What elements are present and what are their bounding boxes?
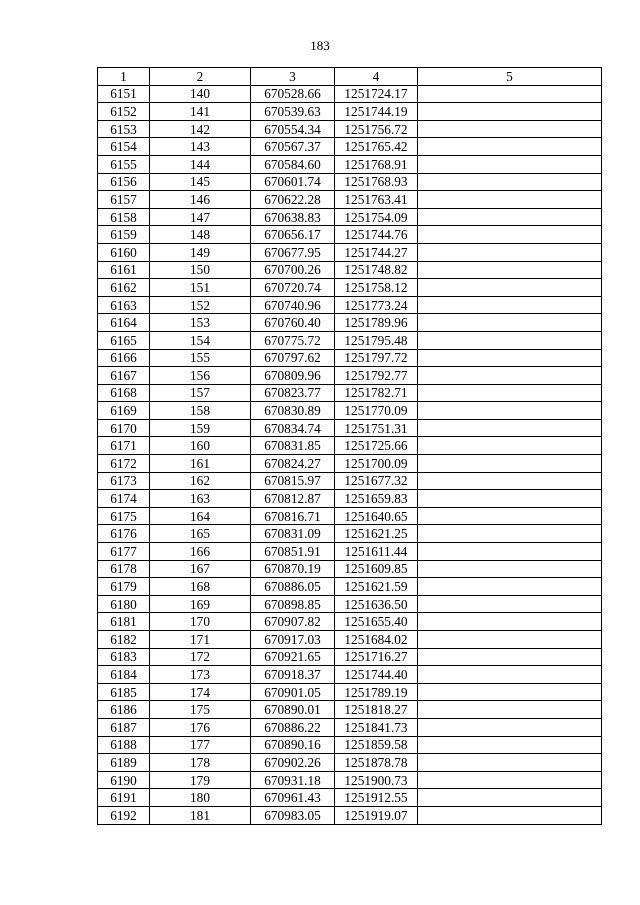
table-cell: 164 — [150, 507, 251, 525]
table-cell: 6152 — [98, 103, 150, 121]
table-cell — [418, 243, 602, 261]
table-cell: 670886.05 — [251, 578, 335, 596]
table-row — [98, 472, 602, 490]
table-cell — [418, 155, 602, 173]
table-cell — [418, 578, 602, 596]
table-row — [98, 279, 602, 297]
table-row — [98, 191, 602, 209]
table-cell — [418, 103, 602, 121]
table-cell: 1251611.44 — [335, 543, 418, 561]
table-row — [98, 490, 602, 508]
table-cell: 670528.66 — [251, 85, 335, 103]
table-cell: 168 — [150, 578, 251, 596]
table-cell: 6169 — [98, 402, 150, 420]
column-header: 1 — [98, 68, 150, 86]
table-cell: 670740.96 — [251, 296, 335, 314]
table-cell: 6183 — [98, 648, 150, 666]
table-cell: 6190 — [98, 771, 150, 789]
table-cell: 6160 — [98, 243, 150, 261]
table-cell: 670831.09 — [251, 525, 335, 543]
table-cell: 151 — [150, 279, 251, 297]
table-cell: 1251797.72 — [335, 349, 418, 367]
table-cell: 670898.85 — [251, 595, 335, 613]
table-cell: 166 — [150, 543, 251, 561]
table-cell — [418, 455, 602, 473]
table-cell: 670601.74 — [251, 173, 335, 191]
table-cell: 161 — [150, 455, 251, 473]
table-cell: 670677.95 — [251, 243, 335, 261]
table-cell — [418, 419, 602, 437]
table-cell: 6178 — [98, 560, 150, 578]
table-cell — [418, 666, 602, 684]
table-cell: 670870.19 — [251, 560, 335, 578]
table-cell: 6175 — [98, 507, 150, 525]
table-cell — [418, 507, 602, 525]
table-cell: 1251655.40 — [335, 613, 418, 631]
table-cell: 6176 — [98, 525, 150, 543]
table-cell: 147 — [150, 208, 251, 226]
table-row — [98, 103, 602, 121]
table-cell: 1251789.19 — [335, 683, 418, 701]
table-cell: 172 — [150, 648, 251, 666]
table-row — [98, 349, 602, 367]
table-cell: 670901.05 — [251, 683, 335, 701]
table-cell: 670797.62 — [251, 349, 335, 367]
table-cell: 156 — [150, 367, 251, 385]
table-row — [98, 525, 602, 543]
table-cell: 6154 — [98, 138, 150, 156]
table-cell: 670815.97 — [251, 472, 335, 490]
table-cell: 1251841.73 — [335, 718, 418, 736]
table-cell — [418, 490, 602, 508]
table-cell: 165 — [150, 525, 251, 543]
table-cell — [418, 472, 602, 490]
table-cell: 1251770.09 — [335, 402, 418, 420]
table-cell: 1251751.31 — [335, 419, 418, 437]
table-row — [98, 578, 602, 596]
table-cell: 174 — [150, 683, 251, 701]
table-cell: 670831.85 — [251, 437, 335, 455]
column-header: 4 — [335, 68, 418, 86]
table-cell: 178 — [150, 754, 251, 772]
table-cell: 167 — [150, 560, 251, 578]
table-cell: 1251659.83 — [335, 490, 418, 508]
table-row — [98, 806, 602, 824]
table-cell: 1251792.77 — [335, 367, 418, 385]
table-cell: 6162 — [98, 279, 150, 297]
table-cell: 1251818.27 — [335, 701, 418, 719]
table-cell: 670812.87 — [251, 490, 335, 508]
table-cell: 1251621.59 — [335, 578, 418, 596]
table-cell — [418, 560, 602, 578]
table-cell: 1251744.76 — [335, 226, 418, 244]
table-row — [98, 155, 602, 173]
table-row — [98, 85, 602, 103]
table-row — [98, 560, 602, 578]
table-cell: 1251900.73 — [335, 771, 418, 789]
table-cell: 1251768.91 — [335, 155, 418, 173]
table-cell — [418, 384, 602, 402]
table-row — [98, 402, 602, 420]
table-cell: 155 — [150, 349, 251, 367]
table-cell: 6163 — [98, 296, 150, 314]
table-cell: 670907.82 — [251, 613, 335, 631]
table-cell: 670816.71 — [251, 507, 335, 525]
table-row — [98, 507, 602, 525]
table-cell — [418, 648, 602, 666]
table-cell: 1251878.78 — [335, 754, 418, 772]
table-cell: 158 — [150, 402, 251, 420]
table-cell — [418, 631, 602, 649]
table-cell — [418, 595, 602, 613]
table-cell — [418, 701, 602, 719]
table-row — [98, 243, 602, 261]
table-cell — [418, 437, 602, 455]
table-row — [98, 771, 602, 789]
table-cell: 6180 — [98, 595, 150, 613]
table-cell: 149 — [150, 243, 251, 261]
table-cell: 6189 — [98, 754, 150, 772]
table-cell: 148 — [150, 226, 251, 244]
table-cell: 6158 — [98, 208, 150, 226]
table-row — [98, 261, 602, 279]
table-cell: 6170 — [98, 419, 150, 437]
table-cell: 6179 — [98, 578, 150, 596]
column-header: 2 — [150, 68, 251, 86]
table-row — [98, 736, 602, 754]
table-cell: 6173 — [98, 472, 150, 490]
table-cell: 1251765.42 — [335, 138, 418, 156]
table-cell: 670983.05 — [251, 806, 335, 824]
table-cell: 1251700.09 — [335, 455, 418, 473]
table-cell: 670834.74 — [251, 419, 335, 437]
table-cell — [418, 120, 602, 138]
table-cell: 6164 — [98, 314, 150, 332]
table-cell: 6184 — [98, 666, 150, 684]
table-cell: 1251782.71 — [335, 384, 418, 402]
table-cell: 670567.37 — [251, 138, 335, 156]
page-number: 183 — [310, 38, 330, 53]
table-cell: 670622.28 — [251, 191, 335, 209]
table-row — [98, 718, 602, 736]
table-cell — [418, 191, 602, 209]
table-cell: 6177 — [98, 543, 150, 561]
table-cell: 6155 — [98, 155, 150, 173]
table-cell: 670823.77 — [251, 384, 335, 402]
table-cell: 180 — [150, 789, 251, 807]
table-cell: 670554.34 — [251, 120, 335, 138]
table-cell: 670931.18 — [251, 771, 335, 789]
table-cell: 6167 — [98, 367, 150, 385]
table-cell: 163 — [150, 490, 251, 508]
table-cell — [418, 349, 602, 367]
table-cell: 6168 — [98, 384, 150, 402]
table-cell: 670656.17 — [251, 226, 335, 244]
table-row — [98, 437, 602, 455]
table-cell: 670638.83 — [251, 208, 335, 226]
table-cell: 670918.37 — [251, 666, 335, 684]
table-cell: 170 — [150, 613, 251, 631]
table-row — [98, 384, 602, 402]
table-cell: 154 — [150, 331, 251, 349]
table-row — [98, 666, 602, 684]
table-cell: 1251754.09 — [335, 208, 418, 226]
table-cell: 145 — [150, 173, 251, 191]
table-cell: 670775.72 — [251, 331, 335, 349]
table-cell: 670720.74 — [251, 279, 335, 297]
table-cell: 6187 — [98, 718, 150, 736]
table-cell: 173 — [150, 666, 251, 684]
table-cell: 157 — [150, 384, 251, 402]
table-cell: 670851.91 — [251, 543, 335, 561]
table-cell — [418, 613, 602, 631]
table-cell: 1251725.66 — [335, 437, 418, 455]
table-cell — [418, 367, 602, 385]
table-header — [98, 68, 602, 86]
table-cell — [418, 138, 602, 156]
table-cell: 6166 — [98, 349, 150, 367]
table-cell: 6182 — [98, 631, 150, 649]
table-cell — [418, 806, 602, 824]
table-cell: 6174 — [98, 490, 150, 508]
table-cell: 1251744.40 — [335, 666, 418, 684]
table-body — [98, 85, 602, 824]
table-cell: 670961.43 — [251, 789, 335, 807]
table-cell: 1251758.12 — [335, 279, 418, 297]
table-row — [98, 455, 602, 473]
table-cell: 142 — [150, 120, 251, 138]
table-cell: 1251763.41 — [335, 191, 418, 209]
table-cell: 1251768.93 — [335, 173, 418, 191]
table-cell: 670902.26 — [251, 754, 335, 772]
table-cell: 6191 — [98, 789, 150, 807]
table-row — [98, 367, 602, 385]
table-cell: 1251756.72 — [335, 120, 418, 138]
table-cell: 1251716.27 — [335, 648, 418, 666]
table-row — [98, 683, 602, 701]
table-row — [98, 648, 602, 666]
table-cell — [418, 314, 602, 332]
table-cell: 6165 — [98, 331, 150, 349]
table-cell: 1251919.07 — [335, 806, 418, 824]
column-header: 3 — [251, 68, 335, 86]
table-cell — [418, 331, 602, 349]
table-row — [98, 331, 602, 349]
table-cell: 670824.27 — [251, 455, 335, 473]
table-cell: 1251684.02 — [335, 631, 418, 649]
table-cell: 670886.22 — [251, 718, 335, 736]
table-cell: 152 — [150, 296, 251, 314]
table-cell — [418, 789, 602, 807]
table-cell: 6151 — [98, 85, 150, 103]
table-row — [98, 754, 602, 772]
table-cell: 162 — [150, 472, 251, 490]
table-cell: 146 — [150, 191, 251, 209]
table-cell: 6157 — [98, 191, 150, 209]
table-row — [98, 120, 602, 138]
table-cell: 171 — [150, 631, 251, 649]
table-row — [98, 138, 602, 156]
table-row — [98, 613, 602, 631]
table-cell: 1251609.85 — [335, 560, 418, 578]
table-cell: 670890.16 — [251, 736, 335, 754]
table-cell: 177 — [150, 736, 251, 754]
table-cell — [418, 525, 602, 543]
table-cell: 144 — [150, 155, 251, 173]
table-cell — [418, 226, 602, 244]
table-cell: 6161 — [98, 261, 150, 279]
table-cell: 1251859.58 — [335, 736, 418, 754]
table-cell: 153 — [150, 314, 251, 332]
table-cell — [418, 173, 602, 191]
table-cell — [418, 543, 602, 561]
table-cell: 1251912.55 — [335, 789, 418, 807]
table-row — [98, 208, 602, 226]
table-cell: 6185 — [98, 683, 150, 701]
table-row — [98, 595, 602, 613]
table-row — [98, 173, 602, 191]
table-cell: 670921.65 — [251, 648, 335, 666]
table-cell: 6156 — [98, 173, 150, 191]
table-cell: 6171 — [98, 437, 150, 455]
table-cell — [418, 754, 602, 772]
table-cell: 670809.96 — [251, 367, 335, 385]
table-cell: 143 — [150, 138, 251, 156]
table-cell: 140 — [150, 85, 251, 103]
table-cell: 6172 — [98, 455, 150, 473]
table-cell — [418, 736, 602, 754]
table-cell: 6153 — [98, 120, 150, 138]
table-cell: 159 — [150, 419, 251, 437]
table-row — [98, 226, 602, 244]
table-cell: 670584.60 — [251, 155, 335, 173]
table-cell: 179 — [150, 771, 251, 789]
table-cell: 1251724.17 — [335, 85, 418, 103]
coordinates-table — [97, 67, 602, 825]
table-cell: 1251744.19 — [335, 103, 418, 121]
table-cell — [418, 771, 602, 789]
table-row — [98, 296, 602, 314]
table-cell: 670760.40 — [251, 314, 335, 332]
table-cell: 169 — [150, 595, 251, 613]
table-cell — [418, 718, 602, 736]
table-cell: 670539.63 — [251, 103, 335, 121]
table-cell: 160 — [150, 437, 251, 455]
header-row — [98, 68, 602, 86]
table-row — [98, 419, 602, 437]
table-cell — [418, 208, 602, 226]
table-cell: 1251795.48 — [335, 331, 418, 349]
table-row — [98, 631, 602, 649]
table-cell — [418, 296, 602, 314]
table-cell: 6192 — [98, 806, 150, 824]
table-cell: 1251636.50 — [335, 595, 418, 613]
table-cell: 670917.03 — [251, 631, 335, 649]
table-cell: 181 — [150, 806, 251, 824]
table-cell: 6188 — [98, 736, 150, 754]
table-row — [98, 543, 602, 561]
table-cell: 670890.01 — [251, 701, 335, 719]
table-cell: 6159 — [98, 226, 150, 244]
table-cell: 6186 — [98, 701, 150, 719]
table-cell: 1251621.25 — [335, 525, 418, 543]
table-cell: 670830.89 — [251, 402, 335, 420]
table-cell — [418, 279, 602, 297]
table-cell: 1251773.24 — [335, 296, 418, 314]
table-cell: 1251748.82 — [335, 261, 418, 279]
table-row — [98, 789, 602, 807]
table-cell — [418, 85, 602, 103]
column-header: 5 — [418, 68, 602, 86]
table-cell: 670700.26 — [251, 261, 335, 279]
table-cell: 1251744.27 — [335, 243, 418, 261]
table-row — [98, 701, 602, 719]
table-cell — [418, 683, 602, 701]
table-cell: 175 — [150, 701, 251, 719]
table-cell: 141 — [150, 103, 251, 121]
table-row — [98, 314, 602, 332]
table-cell: 150 — [150, 261, 251, 279]
table-cell: 1251789.96 — [335, 314, 418, 332]
table-cell — [418, 402, 602, 420]
table-cell: 1251677.32 — [335, 472, 418, 490]
table-cell — [418, 261, 602, 279]
table-cell: 1251640.65 — [335, 507, 418, 525]
table-cell: 176 — [150, 718, 251, 736]
table-cell: 6181 — [98, 613, 150, 631]
